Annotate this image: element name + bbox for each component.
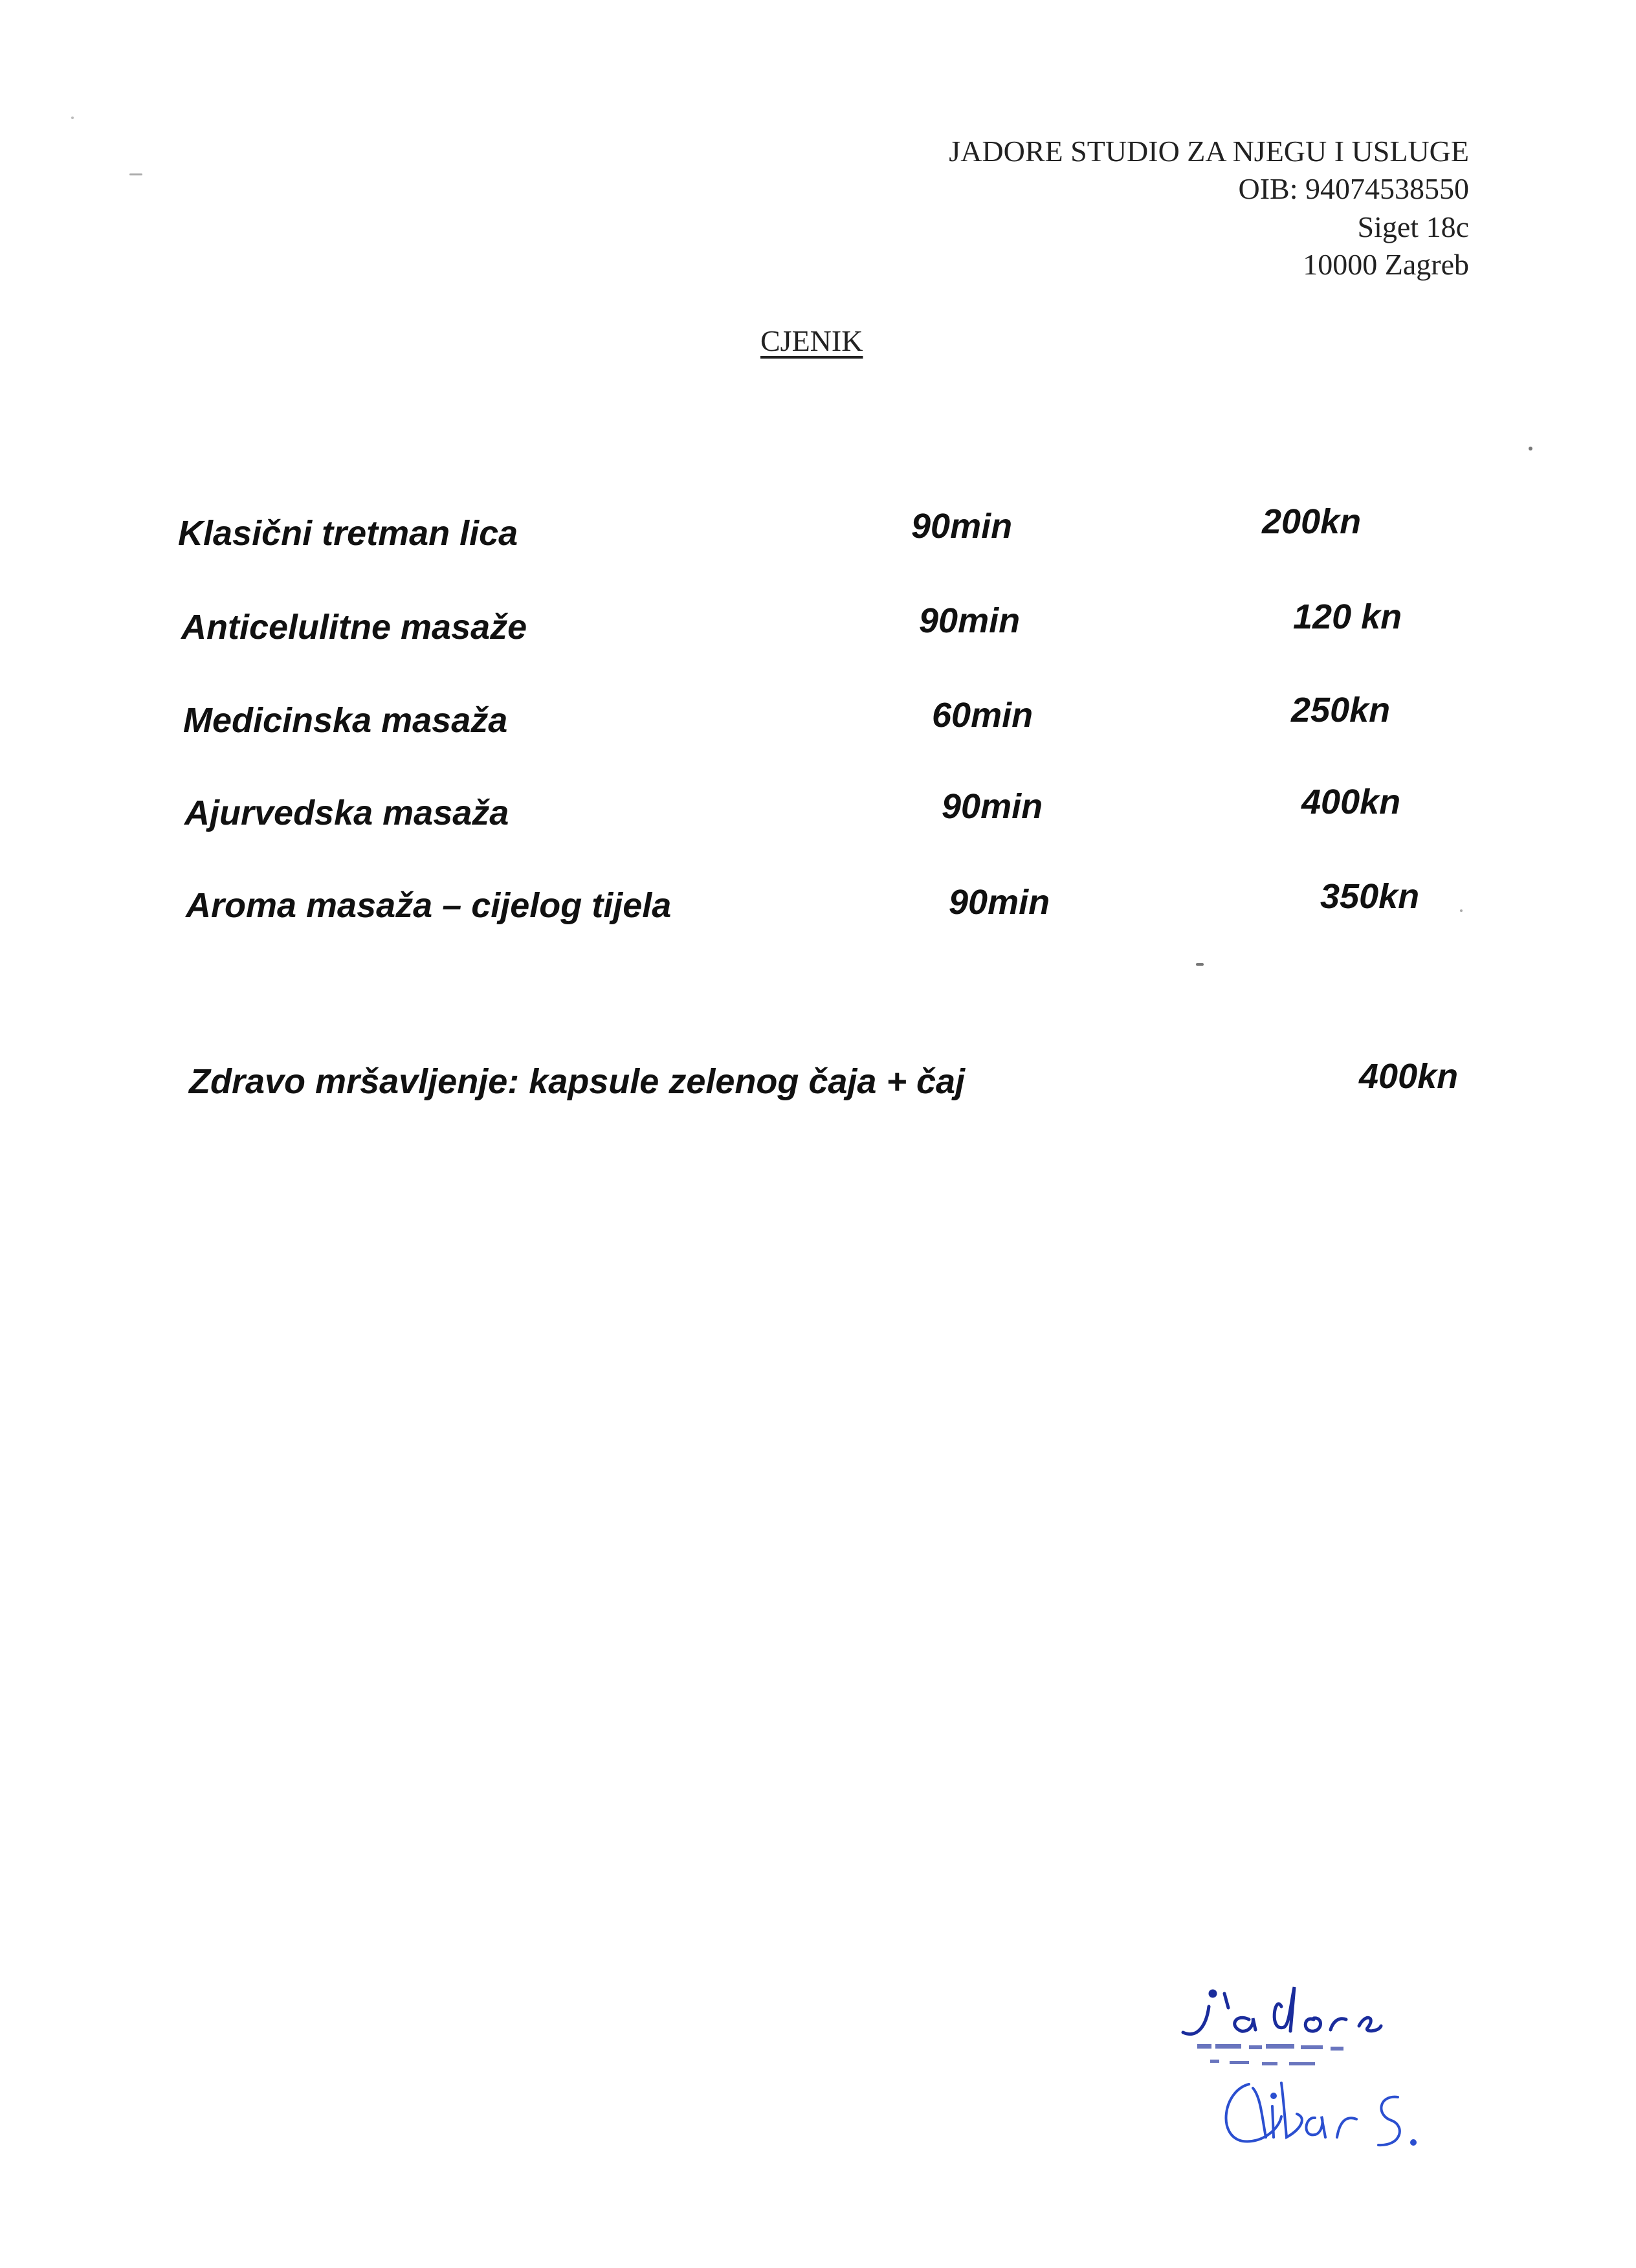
stamp-signature-graphic (1152, 1968, 1514, 2181)
service-price: 400kn (1301, 783, 1401, 821)
company-street: Siget 18c (1357, 210, 1469, 243)
extra-offer-price: 400kn (1359, 1057, 1459, 1096)
signature-scribble (1226, 2083, 1415, 2145)
service-duration: 60min (932, 696, 1034, 735)
company-name: JADORE STUDIO ZA NJEGU I USLUGE (949, 135, 1469, 168)
stamp-subtext (1197, 2044, 1343, 2065)
service-name: Anticelulitne masaže (181, 608, 527, 647)
service-name: Ajurvedska masaža (184, 794, 509, 832)
scan-speck (71, 117, 74, 119)
extra-offer-name: Zdravo mršavljenje: kapsule zelenog čaja + čaj (189, 1062, 966, 1101)
service-name: Aroma masaža – cijelog tijela (186, 886, 672, 925)
service-duration: 90min (911, 507, 1013, 546)
scan-speck (1460, 909, 1463, 912)
scan-speck (1529, 447, 1532, 450)
company-header (949, 133, 1469, 284)
service-price: 250kn (1291, 691, 1391, 729)
company-city: 10000 Zagreb (1303, 248, 1469, 282)
service-price: 120 kn (1293, 597, 1402, 636)
stamp-and-signature (1152, 1968, 1514, 2181)
service-duration: 90min (919, 601, 1021, 640)
scan-speck (1196, 963, 1204, 966)
service-price: 200kn (1262, 502, 1362, 541)
service-name: Medicinska masaža (183, 701, 508, 740)
scan-speck (129, 173, 142, 175)
service-duration: 90min (942, 787, 1043, 826)
extra-offer-row (189, 1057, 1483, 1102)
service-price: 350kn (1320, 877, 1420, 916)
stamp-logo (1183, 1987, 1381, 2034)
service-name: Klasični tretman lica (178, 514, 518, 553)
page-title: CJENIK (760, 324, 863, 357)
company-oib: OIB: 94074538550 (1238, 172, 1469, 206)
service-duration: 90min (949, 883, 1050, 922)
